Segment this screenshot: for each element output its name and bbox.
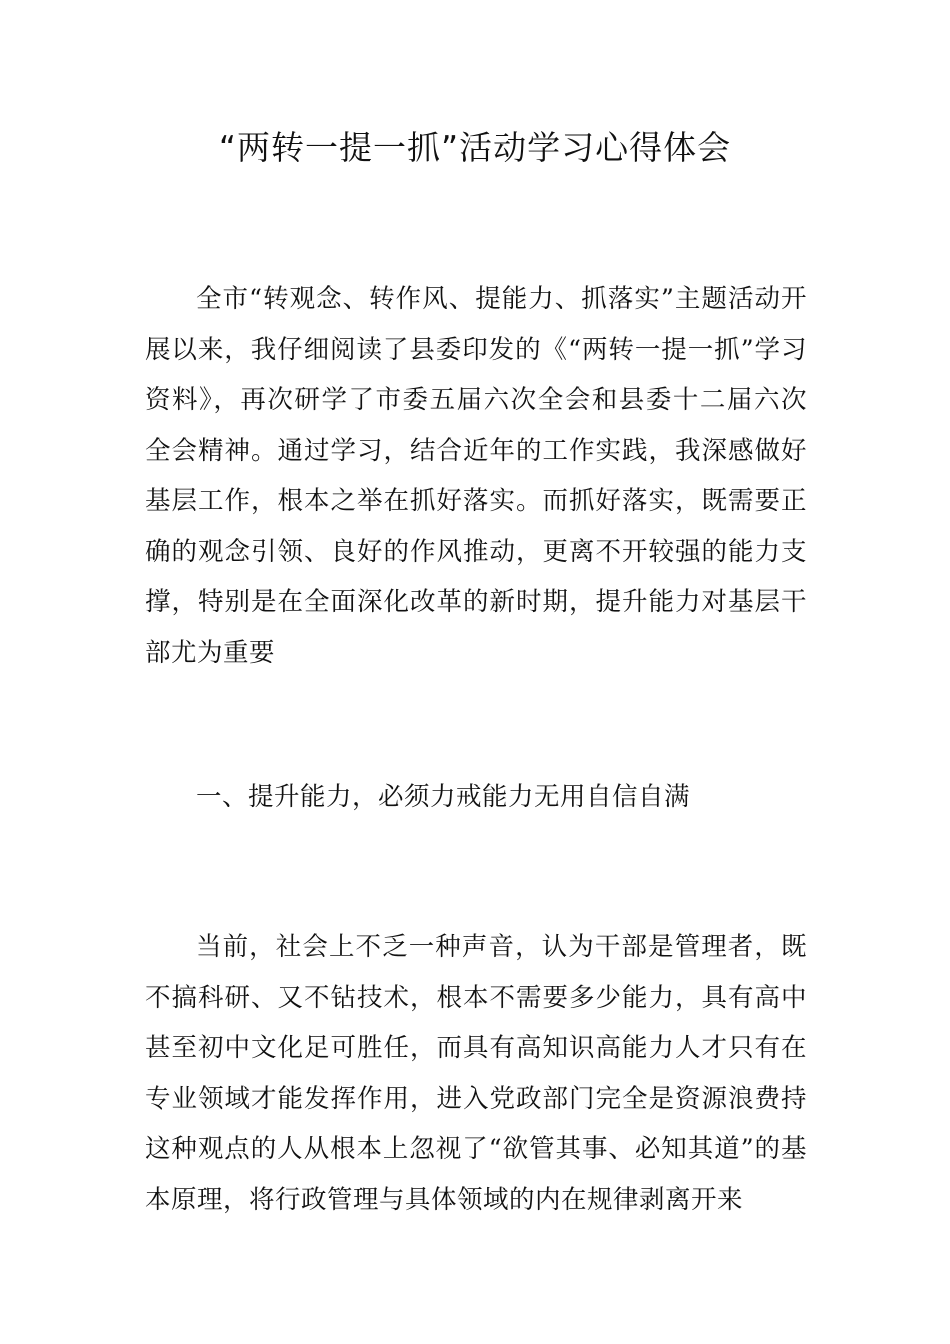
section-heading: 一、提升能力，必须力戒能力无用自信自满 xyxy=(196,782,691,812)
intro-paragraph: 全市“转观念、转作风、提能力、抓落实”主题活动开展以来，我仔细阅读了县委印发的《“两转一提一抓”学习资料》，再次研学了市委五届六次全会和县委十二届六次全会精神。通过学习，结合近年的工作实践，我深感做好基层工作，根本之举在抓好落实。而抓好落实，既需要正确的观念引领、良好的作风推动，更离不开较强的能力支撑，特别是在全面深化改革的新时期，提升能力对基层干部尤为重要 xyxy=(145,284,807,668)
body-paragraph: 当前，社会上不乏一种声音，认为干部是管理者，既不搞科研、又不钻技术，根本不需要多少能力，具有高中甚至初中文化足可胜任，而具有高知识高能力人才只有在专业领域才能发挥作用，进入党政部门完全是资源浪费持这种观点的人从根本上忽视了“欲管其事、必知其道”的基本原理，将行政管理与具体领域的内在规律剥离开来 xyxy=(145,932,807,1215)
document-title: “两转一提一抓”活动学习心得体会 xyxy=(218,128,732,167)
